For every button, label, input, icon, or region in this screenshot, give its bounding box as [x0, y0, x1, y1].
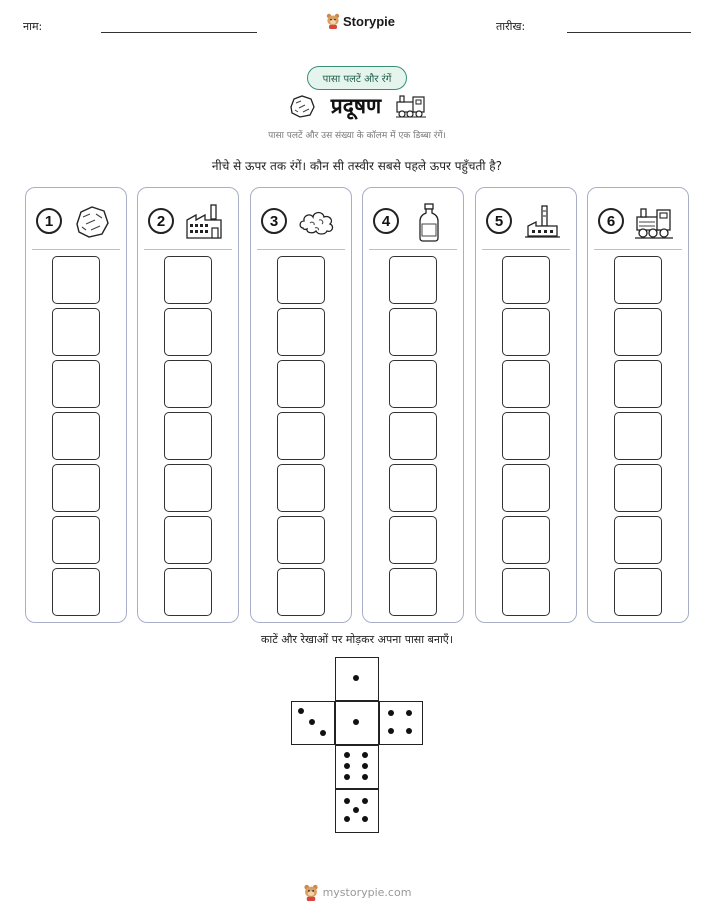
color-box[interactable]: [164, 256, 212, 304]
column-number: 2: [148, 208, 174, 234]
column-divider: [32, 249, 120, 250]
color-box[interactable]: [277, 256, 325, 304]
color-box[interactable]: [52, 464, 100, 512]
column-header: [138, 202, 238, 242]
column-number: 4: [373, 208, 399, 234]
die-face-left[interactable]: [291, 701, 335, 745]
color-box[interactable]: [52, 308, 100, 356]
color-box[interactable]: [164, 360, 212, 408]
column-divider: [594, 249, 682, 250]
color-box[interactable]: [389, 256, 437, 304]
die-face-lower[interactable]: [335, 745, 379, 789]
factory-chimney-icon: [522, 202, 562, 242]
date-line[interactable]: [567, 32, 691, 33]
color-box[interactable]: [614, 516, 662, 564]
color-box[interactable]: [52, 412, 100, 460]
color-box[interactable]: [389, 464, 437, 512]
color-box[interactable]: [389, 308, 437, 356]
column-number: 3: [261, 208, 287, 234]
die-pip: [362, 816, 368, 822]
color-box[interactable]: [502, 412, 550, 460]
color-box[interactable]: [502, 568, 550, 616]
column-header: [476, 202, 576, 242]
storypie-mascot-icon: [326, 13, 340, 29]
column-number: 5: [486, 208, 512, 234]
color-box[interactable]: [614, 568, 662, 616]
storypie-mascot-icon: [303, 884, 319, 901]
factory-icon: [184, 202, 224, 242]
die-pip: [388, 728, 394, 734]
color-box[interactable]: [614, 360, 662, 408]
die-face-top[interactable]: [335, 657, 379, 701]
color-box[interactable]: [164, 568, 212, 616]
page-title: प्रदूषण: [330, 94, 382, 118]
column-header: [363, 202, 463, 242]
die-pip: [406, 728, 412, 734]
footer: [0, 884, 714, 901]
column-divider: [144, 249, 232, 250]
brand-logo: [326, 13, 395, 29]
column-divider: [369, 249, 457, 250]
die-pip: [309, 719, 315, 725]
subtitle: पासा पलटें और उस संख्या के कॉलम में एक डिब्बा रंगें।: [268, 131, 446, 141]
color-box[interactable]: [164, 464, 212, 512]
steam-train-icon: [634, 202, 674, 242]
smoke-cloud-icon: [297, 202, 337, 242]
color-box[interactable]: [502, 256, 550, 304]
die-pip: [298, 708, 304, 714]
steam-train-icon: [395, 92, 427, 120]
color-box[interactable]: [614, 256, 662, 304]
brand-name: Storypie: [343, 13, 396, 29]
color-box[interactable]: [614, 464, 662, 512]
die-pip: [344, 752, 350, 758]
activity-badge: पासा पलटें और रंगें: [307, 66, 407, 90]
die-pip: [344, 774, 350, 780]
color-box[interactable]: [277, 568, 325, 616]
title-row: [0, 92, 714, 120]
color-box[interactable]: [502, 464, 550, 512]
color-box[interactable]: [277, 412, 325, 460]
color-box[interactable]: [502, 308, 550, 356]
color-box[interactable]: [502, 360, 550, 408]
die-pip: [406, 710, 412, 716]
die-pip: [362, 763, 368, 769]
die-face-right[interactable]: [379, 701, 423, 745]
die-pip: [344, 798, 350, 804]
die-pip: [362, 752, 368, 758]
footer-url[interactable]: mystorypie.com: [322, 886, 412, 899]
die-pip: [344, 816, 350, 822]
die-pip: [353, 675, 359, 681]
date-label: तारीख:: [496, 20, 526, 33]
color-box[interactable]: [389, 568, 437, 616]
die-pip: [362, 774, 368, 780]
bottle-icon: [409, 202, 449, 242]
die-face-bottom[interactable]: [335, 789, 379, 833]
die-pip: [353, 807, 359, 813]
column-3: [250, 187, 352, 623]
column-number: 6: [598, 208, 624, 234]
name-line[interactable]: [101, 32, 257, 33]
die-pip: [362, 798, 368, 804]
die-pip: [344, 763, 350, 769]
color-box[interactable]: [52, 256, 100, 304]
color-box[interactable]: [614, 308, 662, 356]
color-box[interactable]: [52, 568, 100, 616]
column-divider: [257, 249, 345, 250]
color-box[interactable]: [164, 412, 212, 460]
column-2: [137, 187, 239, 623]
column-1: [25, 187, 127, 623]
coal-icon: [72, 202, 112, 242]
coal-icon: [287, 93, 317, 119]
color-box[interactable]: [389, 516, 437, 564]
color-box[interactable]: [277, 360, 325, 408]
column-number: 1: [36, 208, 62, 234]
column-4: [362, 187, 464, 623]
instruction-text: नीचे से ऊपर तक रंगें। कौन सी तस्वीर सबसे पहले ऊपर पहुँचती है?: [211, 159, 503, 173]
column-6: [587, 187, 689, 623]
color-box[interactable]: [389, 412, 437, 460]
name-label: नाम:: [23, 20, 43, 33]
color-box[interactable]: [52, 360, 100, 408]
color-box[interactable]: [277, 464, 325, 512]
color-box[interactable]: [614, 412, 662, 460]
die-pip: [388, 710, 394, 716]
color-box[interactable]: [164, 308, 212, 356]
column-header: [251, 202, 351, 242]
color-box[interactable]: [277, 308, 325, 356]
die-pip: [353, 719, 359, 725]
column-header: [26, 202, 126, 242]
column-divider: [482, 249, 570, 250]
color-box[interactable]: [164, 516, 212, 564]
color-box[interactable]: [502, 516, 550, 564]
die-pip: [320, 730, 326, 736]
die-face-center[interactable]: [335, 701, 379, 745]
color-box[interactable]: [277, 516, 325, 564]
color-box[interactable]: [52, 516, 100, 564]
column-header: [588, 202, 688, 242]
color-box[interactable]: [389, 360, 437, 408]
cut-fold-instruction: काटें और रेखाओं पर मोड़कर अपना पासा बनाएँ।: [260, 633, 454, 646]
column-5: [475, 187, 577, 623]
